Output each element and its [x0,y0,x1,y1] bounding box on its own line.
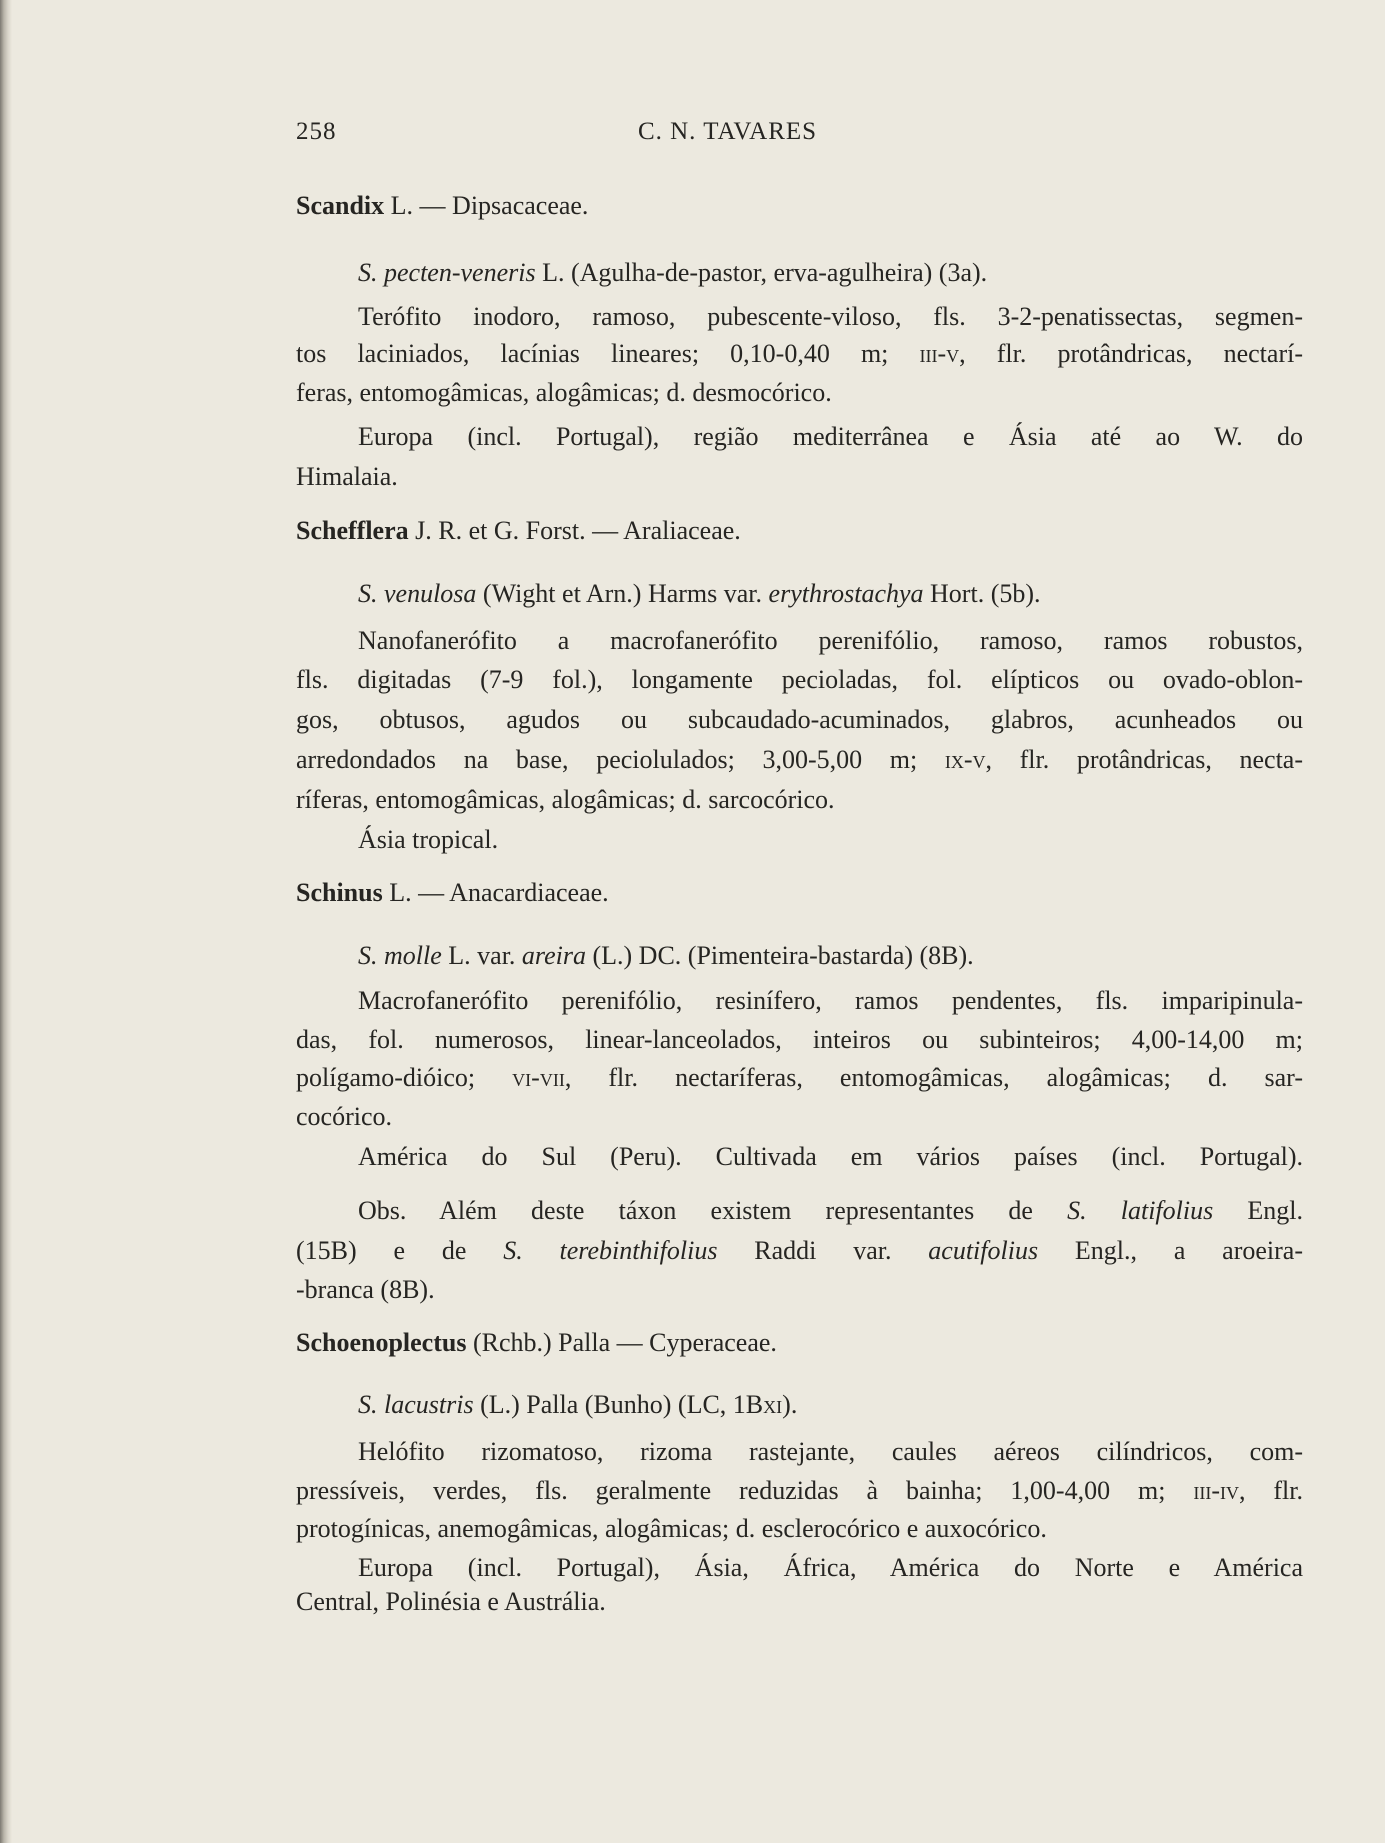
italic-taxon-name: S. molle [358,941,442,970]
text-run: fls. digitadas (7-9 fol.), longamente pecioladas, fol. elípticos ou ovado-oblon- [296,665,1303,694]
italic-taxon-name: S. venulosa [358,579,477,608]
page-number: 258 [296,118,337,145]
page-binding-edge [0,0,12,1843]
text-run: Central, Polinésia e Austrália. [296,1587,606,1616]
text-run: feras, entomogâmicas, alogâmicas; d. desmocórico. [296,378,832,407]
italic-taxon-name: S. terebinthifolius [503,1236,718,1265]
text-run: Helófito rizomatoso, rizoma rastejante, caules aéreos cilíndricos, com- [358,1437,1303,1466]
paragraph-line [296,1099,1303,1135]
bold-genus-name: Schinus [296,878,383,907]
text-run: ríferas, entomogâmicas, alogâmicas; d. sarcocórico. [296,785,835,814]
species-heading [296,576,1303,612]
paragraph-line [296,1060,1303,1096]
paragraph-line [296,1473,1303,1509]
italic-taxon-name: S. pecten-veneris [358,258,536,287]
paragraph-line [296,336,1303,372]
italic-taxon-name: acutifolius [928,1236,1039,1265]
flowering-months: iii-v [919,339,960,368]
text-run: Terófito inodoro, ramoso, pubescente-viloso, fls. 3-2-penatissectas, segmen- [358,302,1303,331]
genus-heading [296,513,1303,549]
text-run: L. var. [441,941,522,970]
text-run: -branca (8B). [296,1275,435,1304]
paragraph-line [296,702,1303,738]
text-run: (Rchb.) Palla — Cyperaceae. [466,1328,777,1357]
paragraph-line [296,822,1303,858]
text-run: (L.) Palla (Bunho) (LC, 1B [473,1390,764,1419]
bold-genus-name: Schefflera [296,516,409,545]
genus-heading [296,188,1303,224]
paragraph-line [296,1193,1303,1229]
text-run: , flr. nectaríferas, entomogâmicas, alogâmicas; d. sar- [564,1063,1303,1092]
paragraph-line [296,1550,1303,1586]
flowering-months: iii-iv [1193,1476,1239,1505]
paragraph-line [296,662,1303,698]
paragraph-line [296,375,1303,411]
text-run: L. — Dipsacaceae. [384,191,589,220]
genus-heading [296,875,1303,911]
text-run: L. — Anacardiaceae. [382,878,609,907]
text-run: Obs. Além deste táxon existem representantes de [358,1196,1068,1225]
paragraph-line [296,299,1303,335]
flowering-months: vi-vii [512,1063,565,1092]
text-run: , flr. [1238,1476,1303,1505]
text-run: América do Sul (Peru). Cultivada em vários países (incl. Portugal). [358,1142,1303,1171]
text-run: (15B) e de [296,1236,504,1265]
species-heading [296,1387,1303,1423]
text-run: Raddi var. [717,1236,929,1265]
text-run: tos laciniados, lacínias lineares; 0,10-0,40 m; [296,339,920,368]
text-run: (L.) DC. (Pimenteira-bastarda) (8B). [585,941,974,970]
bold-genus-name: Schoenoplectus [296,1328,467,1357]
paragraph-line [296,419,1303,455]
text-run: L. (Agulha-de-pastor, erva-agulheira) (3a). [535,258,988,287]
text-run: J. R. et G. Forst. — Araliaceae. [408,516,741,545]
paragraph-line [296,782,1303,818]
text-run: Ásia tropical. [358,825,499,854]
italic-taxon-name: areira [521,941,586,970]
paragraph-line [296,1511,1303,1547]
text-run: (Wight et Arn.) Harms var. [476,579,769,608]
paragraph-line [296,1434,1303,1470]
paragraph-line [296,1022,1303,1058]
text-run: polígamo-dióico; [296,1063,513,1092]
text-run: das, fol. numerosos, linear-lanceolados, inteiros ou subinteiros; 4,00-14,00 m; [296,1025,1303,1054]
italic-taxon-name: S. latifolius [1067,1196,1214,1225]
text-run: arredondados na base, peciolulados; 3,00-5,00 m; [296,745,945,774]
paragraph-line [296,1584,1303,1620]
text-run: Europa (incl. Portugal), Ásia, África, América do Norte e América [358,1553,1303,1582]
paragraph-line [296,1139,1303,1175]
flowering-months: xi [763,1390,783,1419]
text-run: Engl., a aroeira- [1038,1236,1304,1265]
species-heading [296,938,1303,974]
bold-genus-name: Scandix [296,191,385,220]
text-run: cocórico. [296,1102,393,1131]
paragraph-line [296,1233,1303,1269]
paragraph-line [296,742,1303,778]
italic-taxon-name: erythrostachya [768,579,924,608]
flowering-months: ix-v [944,745,986,774]
text-run: Nanofanerófito a macrofanerófito perenifólio, ramoso, ramos robustos, [358,626,1303,655]
text-run: protogínicas, anemogâmicas, alogâmicas; d. esclerocórico e auxocórico. [296,1514,1047,1543]
text-run: , flr. protândricas, necta- [985,745,1304,774]
text-run: Hort. (5b). [923,579,1041,608]
running-head-author: C. N. TAVARES [637,118,818,145]
text-run: , flr. protândricas, nectarí- [959,339,1303,368]
text-run: Europa (incl. Portugal), região mediterrânea e Ásia até ao W. do [358,422,1303,451]
text-run: Macrofanerófito perenifólio, resinífero, ramos pendentes, fls. imparipinula- [358,986,1303,1015]
paragraph-line [296,983,1303,1019]
genus-heading [296,1325,1303,1361]
text-run: Engl. [1213,1196,1303,1225]
species-heading [296,255,1303,291]
paragraph-line [296,623,1303,659]
text-run: ). [782,1390,798,1419]
text-run: Himalaia. [296,462,398,491]
text-run: gos, obtusos, agudos ou subcaudado-acuminados, glabros, acunheados ou [296,705,1303,734]
italic-taxon-name: S. lacustris [358,1390,474,1419]
paragraph-line [296,459,1303,495]
paragraph-line [296,1272,1303,1308]
text-run: pressíveis, verdes, fls. geralmente reduzidas à bainha; 1,00-4,00 m; [296,1476,1194,1505]
